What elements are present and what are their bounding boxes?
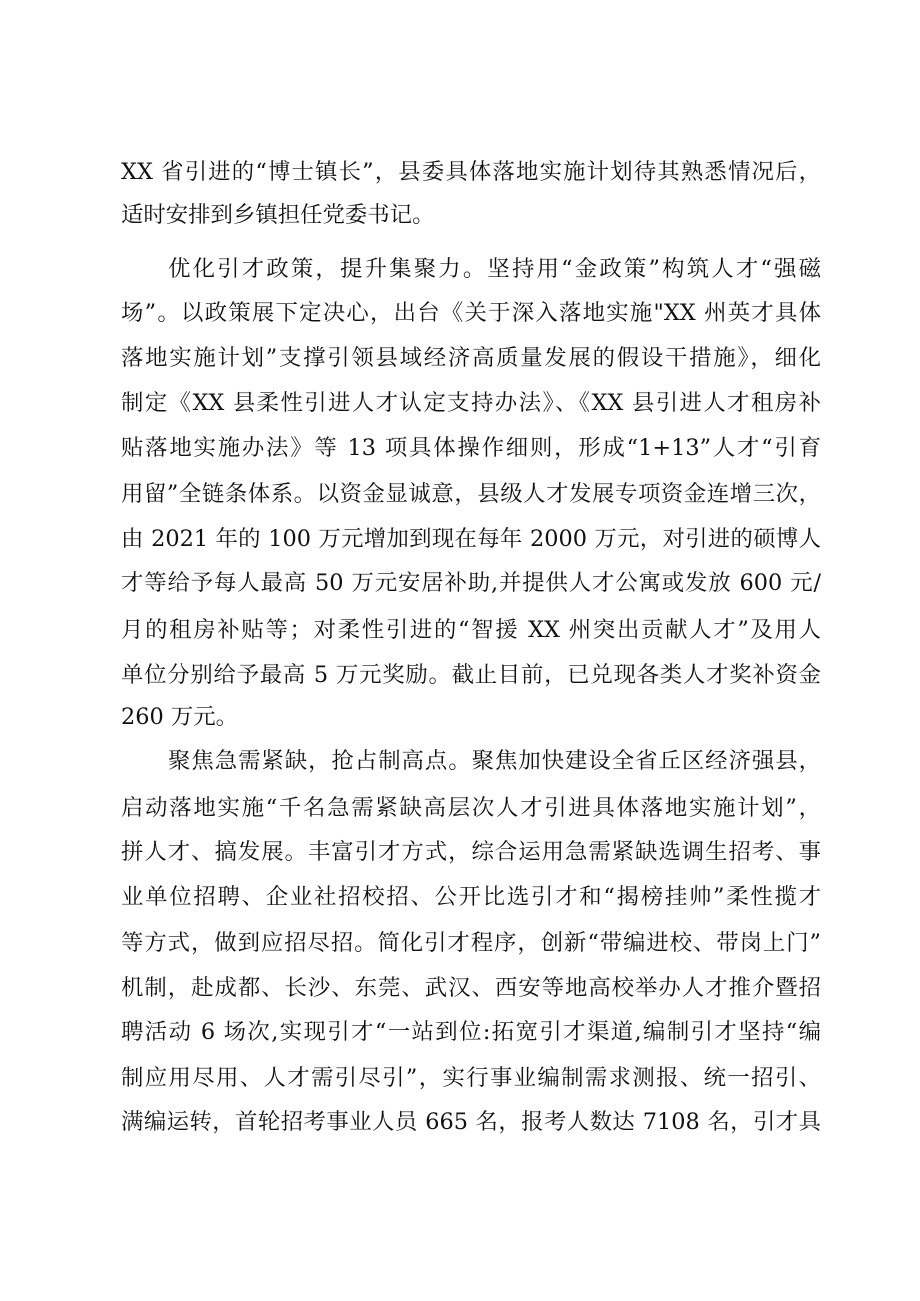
text-line: 等方式，做到应招尽招。简化引才程序，创新“带编进校、带岗上门” [121, 930, 821, 956]
text-line: 适时安排到乡镇担任党委书记。 [121, 202, 435, 228]
text-line: 场”。以政策展下定决心，出台《关于深入落地实施"XX 州英才具体 [121, 300, 821, 326]
text-line: 拼人才、搞发展。丰富引才方式，综合运用急需紧缺选调生招考、事 [121, 839, 821, 865]
text-line: 聘活动 6 场次,实现引才“一站到位:拓宽引才渠道,编制引才坚持“编 [121, 1019, 821, 1045]
text-line: 才等给予每人最高 50 万元安居补助,并提供人才公寓或发放 600 元/ [121, 570, 821, 596]
text-line: 聚焦急需紧缺，抢占制高点。聚焦加快建设全省丘区经济强县， [168, 748, 821, 774]
text-line: 启动落地实施“千名急需紧缺高层次人才引进具体落地实施计划”， [121, 795, 821, 821]
text-line: XX 省引进的“博士镇长”，县委具体落地实施计划待其熟悉情况后， [121, 159, 821, 185]
text-line: 260 万元。 [121, 704, 239, 730]
text-line: 落地实施计划”支撑引领县域经济高质量发展的假设干措施》，细化 [121, 345, 821, 371]
text-line: 制定《XX 县柔性引进人才认定支持办法》、《XX 县引进人才租房补 [121, 390, 821, 416]
text-line: 单位分别给予最高 5 万元奖励。截止目前，已兑现各类人才奖补资金 [121, 662, 821, 688]
text-line: 业单位招聘、企业社招校招、公开比选引才和“揭榜挂帅”柔性揽才 [121, 884, 821, 910]
text-line: 制应用尽用、人才需引尽引”，实行事业编制需求测报、统一招引、 [121, 1065, 821, 1091]
text-line: 机制，赴成都、长沙、东莞、武汉、西安等地高校举办人才推介暨招 [121, 975, 821, 1001]
text-line: 月的租房补贴等；对柔性引进的“智援 XX 州突出贡献人才”及用人 [121, 617, 821, 643]
text-line: 用留”全链条体系。以资金显诚意，县级人才发展专项资金连增三次， [121, 481, 821, 507]
text-line: 优化引才政策，提升集聚力。坚持用“金政策”构筑人才“强磁 [168, 256, 821, 282]
text-line: 满编运转，首轮招考事业人员 665 名，报考人数达 7108 名，引才具 [121, 1109, 821, 1135]
text-line: 贴落地实施办法》等 13 项具体操作细则，形成“1+13”人才“引育 [121, 435, 821, 461]
text-line: 由 2021 年的 100 万元增加到现在每年 2000 万元，对引进的硕博人 [121, 526, 821, 552]
